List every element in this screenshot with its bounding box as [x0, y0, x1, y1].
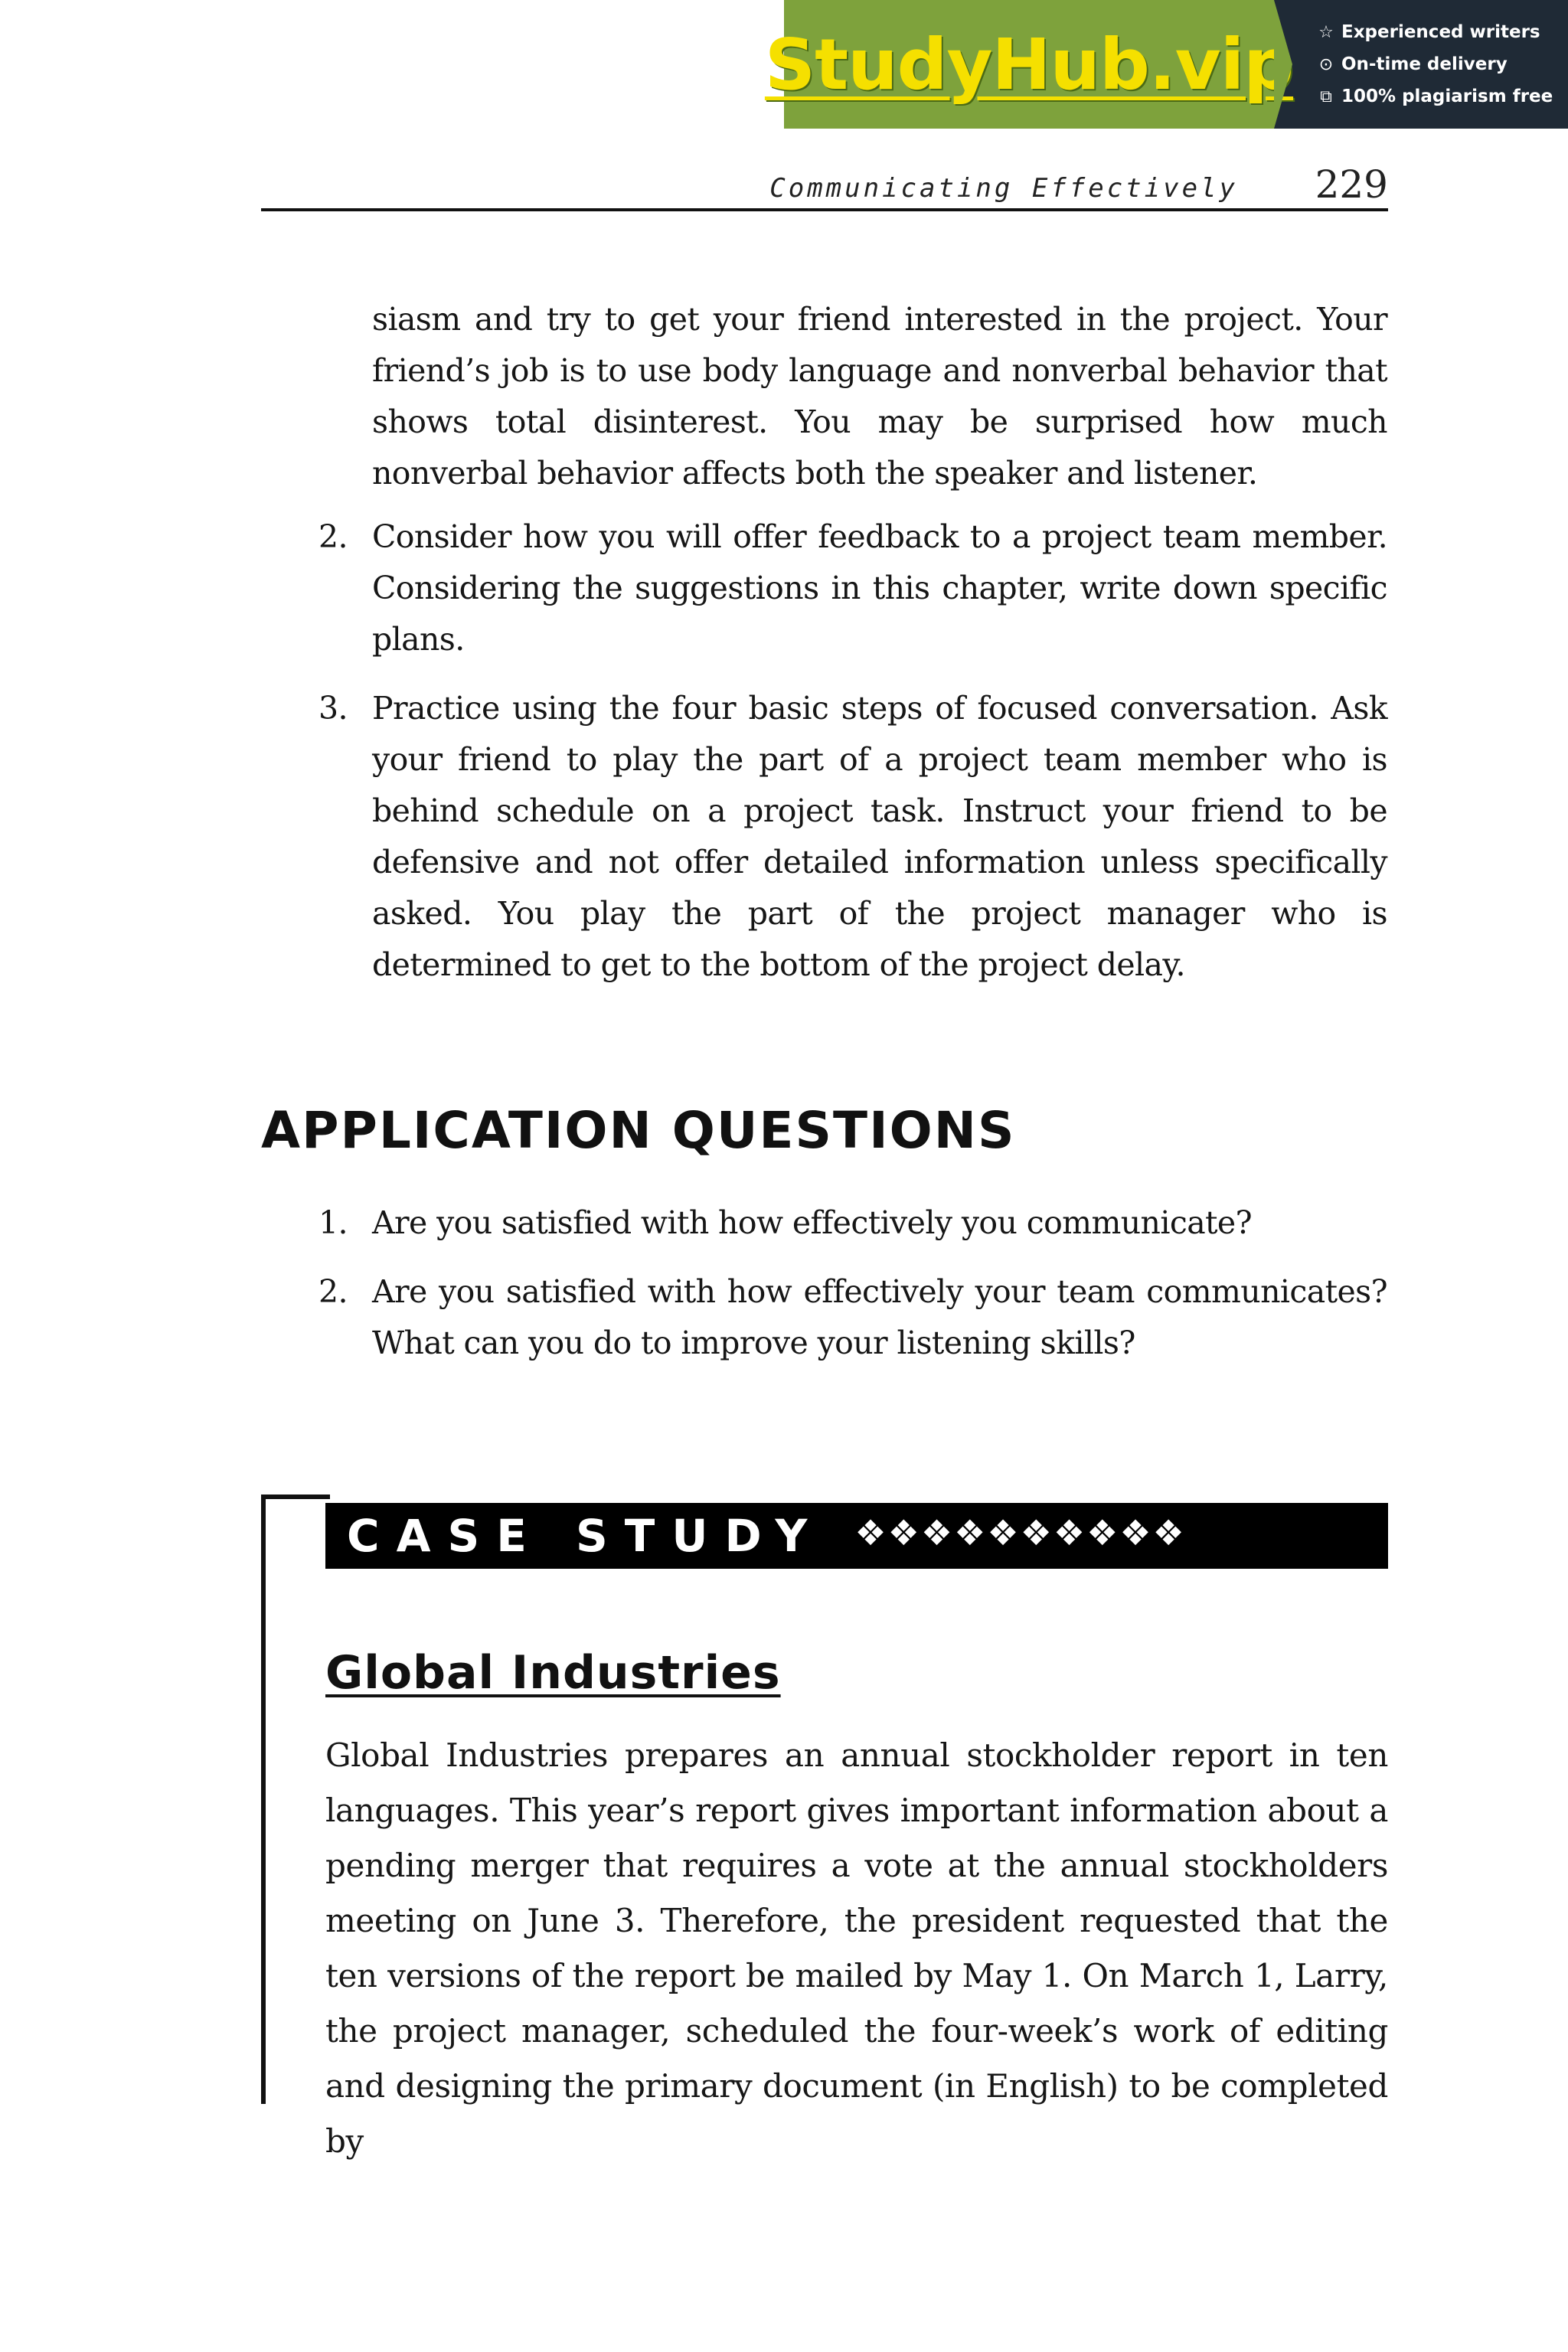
application-question-list — [318, 1197, 1387, 1369]
feature-experienced-writers — [1317, 18, 1568, 46]
list-item — [318, 1266, 1387, 1369]
exercise-list — [318, 511, 1387, 991]
list-item-number: 3. — [318, 690, 348, 727]
clock-icon: ⊙ — [1318, 54, 1334, 74]
running-header — [261, 162, 1388, 211]
feature-plagiarism-free — [1317, 83, 1568, 110]
case-study-body: Global Industries prepares an annual stockholder report in ten languages. This year’s report gives important information about a pending merger that requires a vote at the annual stockholders meeting on June 3. Therefore, the president requested that the ten versions of the report be mailed by May 1. On March 1, Larry, the project manager, scheduled the four-week’s work of editing and designing the primary document (in English) to be completed by — [325, 1736, 1388, 2160]
studyhub-logo[interactable] — [764, 0, 1294, 129]
page-number: 229 — [1315, 162, 1388, 207]
studyhub-banner[interactable] — [764, 0, 1568, 129]
section-heading: APPLICATION QUESTIONS — [261, 1101, 1016, 1160]
list-item — [318, 1197, 1387, 1249]
feature-label: Experienced writers — [1341, 22, 1540, 42]
banner-features — [1274, 0, 1568, 129]
running-title: Communicating Effectively — [769, 173, 1238, 204]
list-item-text: Are you satisfied with how effectively your team communicates? What can you do to improve your listening skills? — [372, 1273, 1387, 1361]
list-item-text: Practice using the four basic steps of focused conversation. Ask your friend to play the part of a project team member who is behind schedule on a project task. Instruct your friend to be defensive and not offer detailed information unless specifically asked. You play the part of the project manager who is determined to get to the bottom of the project delay. — [372, 690, 1387, 983]
list-item-text: Are you satisfied with how effectively you communicate? — [372, 1204, 1252, 1241]
ornament-icons: ❖❖❖❖❖❖❖❖❖❖ — [854, 1512, 1186, 1553]
list-item-number: 1. — [318, 1204, 348, 1241]
list-item-number: 2. — [318, 518, 348, 555]
list-item — [318, 511, 1387, 665]
case-study-bracket — [261, 1494, 330, 2104]
case-study-title: Global Industries — [325, 1646, 781, 1700]
studyhub-logo-text: StudyHub.vip — [764, 23, 1294, 106]
exercise-continuation: siasm and try to get your friend interested in the project. Your friend’s job is to use body language and nonverbal behavior that shows total disinterest. You may be surprised how much nonverbal behavior affects both the speaker and listener. — [372, 301, 1387, 492]
list-item — [318, 683, 1387, 991]
case-study-label: CASE STUDY — [347, 1510, 825, 1562]
list-item-text: Consider how you will offer feedback to a project team member. Considering the suggestions in this chapter, write down specific plans. — [372, 518, 1387, 658]
copy-icon: ⧉ — [1320, 87, 1332, 106]
list-item-number: 2. — [318, 1273, 348, 1310]
feature-label: 100% plagiarism free — [1341, 87, 1553, 106]
star-icon: ☆ — [1318, 22, 1334, 42]
feature-label: On-time delivery — [1341, 54, 1508, 74]
feature-on-time-delivery — [1317, 51, 1568, 78]
case-study-banner — [325, 1503, 1388, 1569]
